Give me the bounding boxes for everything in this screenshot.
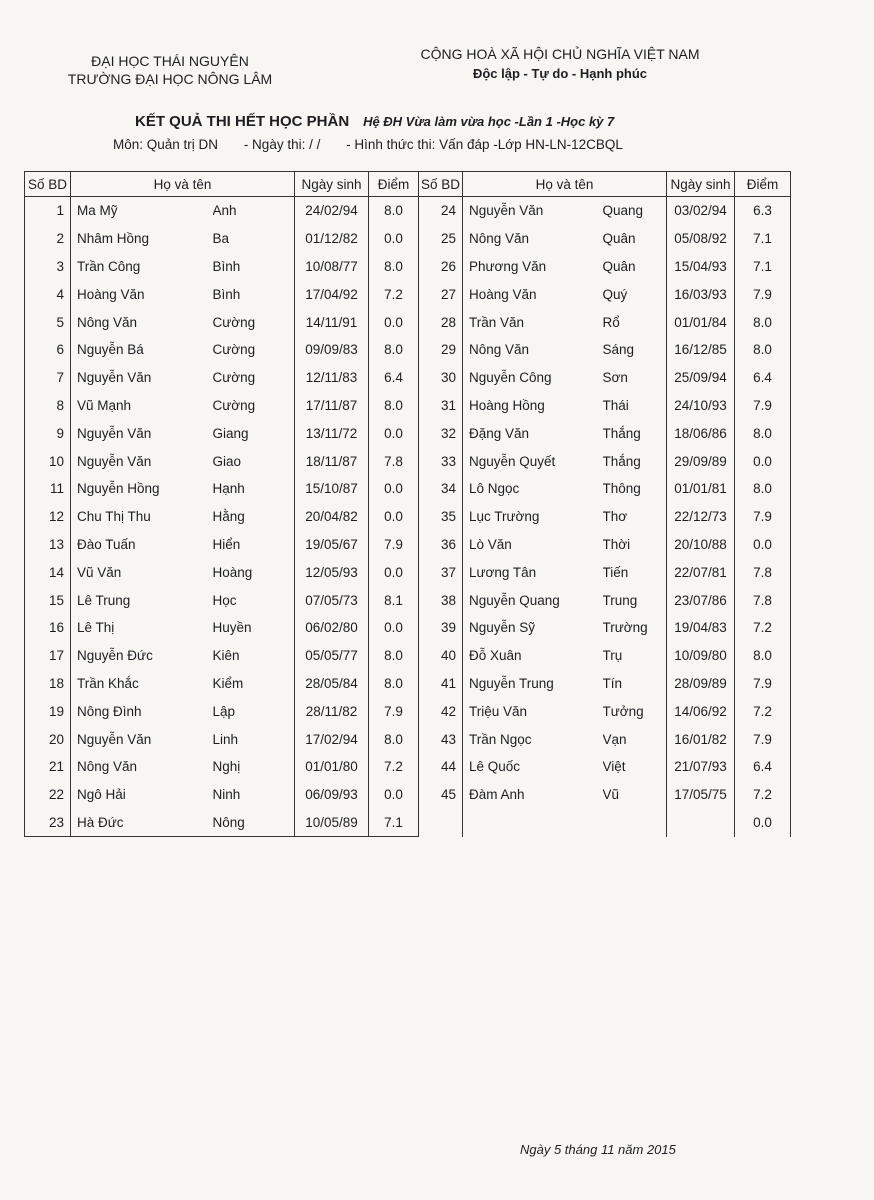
student-score: 8.0	[369, 642, 419, 670]
student-score: 6.4	[369, 364, 419, 392]
student-dob: 20/10/88	[667, 531, 735, 559]
student-first-name: Cường	[212, 314, 256, 330]
col-header-dob-2: Ngày sinh	[667, 172, 735, 197]
student-id: 31	[419, 392, 463, 420]
table-row	[25, 225, 791, 253]
student-first-name: Cường	[212, 397, 256, 413]
student-last-name: Vũ Văn	[77, 564, 122, 580]
student-id: 37	[419, 558, 463, 586]
student-id: 4	[25, 280, 71, 308]
student-id: 3	[25, 253, 71, 281]
student-score: 7.8	[735, 586, 791, 614]
student-score: 7.2	[369, 280, 419, 308]
student-score: 0.0	[735, 447, 791, 475]
student-first-name: Sơn	[602, 370, 628, 386]
student-last-name: Trần Ngọc	[469, 731, 532, 747]
student-last-name: Trần Văn	[469, 314, 525, 330]
student-id: 2	[25, 225, 71, 253]
student-id: 35	[419, 503, 463, 531]
student-id: 28	[419, 308, 463, 336]
student-score: 0.0	[369, 781, 419, 809]
table-row	[25, 392, 791, 420]
table-row	[25, 503, 791, 531]
student-dob: 22/12/73	[667, 503, 735, 531]
student-id: 43	[419, 725, 463, 753]
student-first-name: Sáng	[602, 342, 635, 358]
table-row	[25, 336, 791, 364]
student-last-name: Triệu Văn	[469, 703, 528, 719]
student-last-name: Lò Văn	[469, 536, 512, 552]
student-dob: 17/04/92	[295, 280, 369, 308]
table-row	[25, 753, 791, 781]
student-last-name: Nguyễn Đức	[77, 648, 153, 664]
col-header-name: Họ và tên	[71, 172, 295, 197]
student-first-name: Hiển	[212, 536, 241, 552]
student-dob: 23/07/86	[667, 586, 735, 614]
student-score: 8.0	[369, 670, 419, 698]
student-last-name: Nguyễn Văn	[77, 370, 152, 386]
student-last-name: Trần Khắc	[77, 675, 139, 691]
student-last-name: Nông Văn	[469, 342, 530, 358]
issuer-block	[45, 52, 295, 88]
student-id: 20	[25, 725, 71, 753]
student-dob: 01/01/84	[667, 308, 735, 336]
student-id: 11	[25, 475, 71, 503]
student-score: 7.9	[735, 280, 791, 308]
student-last-name: Lương Tân	[469, 564, 537, 580]
student-last-name: Ma Mỹ	[77, 203, 118, 219]
student-last-name: Hoàng Văn	[469, 286, 537, 302]
student-first-name: Thời	[602, 536, 631, 552]
student-id: 30	[419, 364, 463, 392]
student-dob: 06/02/80	[295, 614, 369, 642]
student-id: 9	[25, 419, 71, 447]
col-header-score-2: Điểm	[735, 172, 791, 197]
student-last-name: Vũ Mạnh	[77, 397, 132, 413]
student-score: 8.0	[735, 419, 791, 447]
exam-info	[113, 137, 645, 152]
student-score: 0.0	[369, 475, 419, 503]
student-last-name: Nguyễn Bá	[77, 342, 144, 358]
table-row	[25, 531, 791, 559]
student-id: 5	[25, 308, 71, 336]
student-last-name: Trần Công	[77, 258, 141, 274]
table-row	[25, 670, 791, 698]
student-first-name: Huyền	[212, 620, 252, 636]
student-first-name: Thông	[602, 481, 641, 497]
student-dob: 05/08/92	[667, 225, 735, 253]
student-score: 7.8	[735, 558, 791, 586]
student-dob: 24/02/94	[295, 197, 369, 225]
student-first-name: Vạn	[602, 731, 627, 747]
student-id: 39	[419, 614, 463, 642]
student-last-name: Đỗ Xuân	[469, 648, 522, 664]
student-dob: 21/07/93	[667, 753, 735, 781]
student-first-name: Ba	[212, 231, 230, 247]
student-id: 10	[25, 447, 71, 475]
student-last-name: Nguyễn Hồng	[77, 481, 160, 497]
student-score: 0.0	[369, 503, 419, 531]
student-last-name: Hà Đức	[71, 809, 213, 837]
student-dob: 01/12/82	[295, 225, 369, 253]
student-first-name: Vũ	[602, 787, 620, 803]
student-first-name: Anh	[212, 203, 237, 219]
student-dob: 28/05/84	[295, 670, 369, 698]
student-id: 36	[419, 531, 463, 559]
student-id: 8	[25, 392, 71, 420]
table-row	[25, 725, 791, 753]
student-id: 7	[25, 364, 71, 392]
student-first-name: Hằng	[212, 509, 245, 525]
student-dob: 25/09/94	[667, 364, 735, 392]
student-id: 19	[25, 697, 71, 725]
table-row	[25, 253, 791, 281]
student-score: 6.4	[735, 364, 791, 392]
student-first-name: Lập	[212, 703, 236, 719]
student-dob: 17/11/87	[295, 392, 369, 420]
student-first-name: Việt	[602, 759, 626, 775]
student-score: 7.2	[735, 614, 791, 642]
student-dob: 16/03/93	[667, 280, 735, 308]
student-first-name: Trụ	[602, 648, 623, 664]
student-score: 7.2	[735, 697, 791, 725]
table-row	[25, 642, 791, 670]
table-row	[25, 614, 791, 642]
student-id: 25	[419, 225, 463, 253]
title-sub: Hệ ĐH Vừa làm vừa học -Lần 1 -Học kỳ 7	[363, 114, 615, 129]
student-id: 6	[25, 336, 71, 364]
student-id: 38	[419, 586, 463, 614]
subject-label: Môn: Quản trị DN	[113, 137, 219, 152]
student-dob: 13/11/72	[295, 419, 369, 447]
student-score: 8.0	[735, 336, 791, 364]
student-dob: 22/07/81	[667, 558, 735, 586]
table-row	[25, 447, 791, 475]
student-score: 8.0	[735, 308, 791, 336]
student-score: 0.0	[369, 614, 419, 642]
student-last-name: Nguyễn Văn	[77, 425, 152, 441]
student-first-name: Cường	[212, 342, 256, 358]
student-dob: 16/12/85	[667, 336, 735, 364]
student-score: 7.9	[369, 697, 419, 725]
student-score: 8.0	[735, 475, 791, 503]
student-score: 0.0	[735, 809, 791, 837]
student-score: 7.9	[735, 670, 791, 698]
student-first-name: Học	[212, 592, 237, 608]
table-row	[25, 364, 791, 392]
student-dob: 17/02/94	[295, 725, 369, 753]
student-score: 7.1	[369, 809, 419, 837]
student-first-name: Tưởng	[602, 703, 644, 719]
student-dob: 15/10/87	[295, 475, 369, 503]
col-header-name-2: Họ và tên	[463, 172, 667, 197]
student-first-name: Hoàng	[212, 564, 253, 580]
student-first-name: Nghị	[212, 759, 241, 775]
student-id	[419, 809, 463, 837]
student-dob: 06/09/93	[295, 781, 369, 809]
student-last-name: Nông Văn	[469, 231, 530, 247]
student-first-name: Giang	[212, 425, 249, 441]
student-score: 7.2	[369, 753, 419, 781]
student-score: 0.0	[369, 225, 419, 253]
student-first-name	[603, 809, 667, 837]
student-last-name: Nguyễn Quang	[469, 592, 560, 608]
student-last-name: Nguyễn Quyết	[469, 453, 556, 469]
student-dob: 09/09/83	[295, 336, 369, 364]
student-score: 8.0	[369, 392, 419, 420]
student-first-name: Hạnh	[212, 481, 245, 497]
student-last-name: Nguyễn Trung	[469, 675, 554, 691]
university-name: ĐẠI HỌC THÁI NGUYÊN	[91, 53, 249, 69]
signing-date: Ngày 5 tháng 11 năm 2015	[520, 1142, 676, 1157]
student-dob: 01/01/81	[667, 475, 735, 503]
student-last-name: Nguyễn Sỹ	[469, 620, 536, 636]
col-header-id-2: Số BD	[419, 172, 463, 197]
student-last-name: Nguyễn Công	[469, 370, 552, 386]
student-last-name: Lê Trung	[77, 592, 131, 608]
student-last-name: Nhâm Hồng	[77, 231, 150, 247]
student-score: 8.0	[369, 336, 419, 364]
student-score: 7.2	[735, 781, 791, 809]
student-first-name: Quý	[602, 286, 628, 302]
student-dob: 16/01/82	[667, 725, 735, 753]
student-first-name: Trường	[602, 620, 648, 636]
title-main: KẾT QUẢ THI HẾT HỌC PHẦN	[135, 113, 350, 130]
student-last-name: Lê Thị	[77, 620, 115, 636]
student-score: 7.9	[735, 725, 791, 753]
table-row	[25, 586, 791, 614]
student-id: 24	[419, 197, 463, 225]
student-last-name: Ngô Hải	[77, 787, 126, 803]
table-header-row	[25, 172, 791, 197]
student-dob: 03/02/94	[667, 197, 735, 225]
col-header-id: Số BD	[25, 172, 71, 197]
student-id: 18	[25, 670, 71, 698]
student-dob: 01/01/80	[295, 753, 369, 781]
col-header-dob: Ngày sinh	[295, 172, 369, 197]
student-first-name: Thái	[602, 397, 629, 413]
student-first-name: Nông	[213, 809, 295, 837]
student-first-name: Cường	[212, 370, 256, 386]
student-id: 1	[25, 197, 71, 225]
table-row	[25, 781, 791, 809]
student-last-name: Nguyễn Văn	[77, 731, 152, 747]
country-name: CỘNG HOÀ XÃ HỘI CHỦ NGHĨA VIỆT NAM	[420, 46, 700, 62]
student-first-name: Rổ	[602, 314, 620, 330]
student-id: 14	[25, 558, 71, 586]
student-id: 13	[25, 531, 71, 559]
student-dob: 05/05/77	[295, 642, 369, 670]
student-first-name: Thắng	[602, 425, 641, 441]
student-score: 0.0	[735, 531, 791, 559]
exam-form-label: - Hình thức thi: Vấn đáp -Lớp HN-LN-12CBQL	[346, 137, 623, 152]
student-dob: 28/11/82	[295, 697, 369, 725]
student-first-name: Thắng	[602, 453, 641, 469]
student-dob: 17/05/75	[667, 781, 735, 809]
student-first-name: Quân	[602, 231, 636, 247]
student-dob: 18/06/86	[667, 419, 735, 447]
student-score: 7.1	[735, 253, 791, 281]
student-id: 27	[419, 280, 463, 308]
table-row	[25, 697, 791, 725]
student-score: 6.4	[735, 753, 791, 781]
student-first-name: Bình	[212, 258, 241, 274]
student-last-name: Nông Văn	[77, 759, 138, 775]
student-last-name: Chu Thị Thu	[77, 509, 151, 525]
student-first-name: Bình	[212, 286, 241, 302]
student-dob: 07/05/73	[295, 586, 369, 614]
student-id: 41	[419, 670, 463, 698]
student-last-name	[463, 809, 603, 837]
student-first-name: Tiến	[602, 564, 629, 580]
table-row	[25, 558, 791, 586]
student-last-name: Đàm Anh	[469, 787, 525, 803]
student-dob: 10/05/89	[295, 809, 369, 837]
student-score: 8.1	[369, 586, 419, 614]
student-dob: 14/11/91	[295, 308, 369, 336]
student-id: 17	[25, 642, 71, 670]
student-id: 34	[419, 475, 463, 503]
national-header	[395, 44, 725, 84]
national-motto: Độc lập - Tự do - Hạnh phúc	[472, 66, 648, 81]
student-last-name: Hoàng Hồng	[469, 397, 545, 413]
student-id: 23	[25, 809, 71, 837]
table-row	[25, 475, 791, 503]
student-last-name: Nông Đình	[77, 703, 142, 719]
student-last-name: Phương Văn	[469, 258, 547, 274]
table-row	[25, 197, 791, 225]
student-score: 0.0	[369, 419, 419, 447]
student-first-name: Thơ	[602, 509, 628, 525]
student-last-name: Đào Tuấn	[77, 536, 136, 552]
student-id: 12	[25, 503, 71, 531]
student-last-name: Lục Trường	[469, 509, 540, 525]
student-dob: 12/05/93	[295, 558, 369, 586]
student-first-name: Trung	[602, 592, 638, 608]
student-score: 8.0	[735, 642, 791, 670]
table-row	[25, 809, 791, 837]
student-id: 32	[419, 419, 463, 447]
student-score: 8.0	[369, 253, 419, 281]
student-id: 22	[25, 781, 71, 809]
student-first-name: Kiểm	[212, 675, 244, 691]
student-dob: 19/04/83	[667, 614, 735, 642]
student-id: 26	[419, 253, 463, 281]
document-title	[135, 113, 835, 130]
student-last-name: Đặng Văn	[469, 425, 530, 441]
student-first-name: Quân	[602, 258, 636, 274]
student-last-name: Lê Quốc	[469, 759, 521, 775]
student-id: 45	[419, 781, 463, 809]
student-first-name: Tín	[602, 675, 623, 691]
table-row	[25, 308, 791, 336]
student-first-name: Quang	[602, 203, 644, 219]
student-score: 7.9	[735, 392, 791, 420]
col-header-score: Điểm	[369, 172, 419, 197]
student-score: 7.1	[735, 225, 791, 253]
student-last-name: Lô Ngọc	[469, 481, 520, 497]
student-id: 44	[419, 753, 463, 781]
student-score: 8.0	[369, 197, 419, 225]
student-dob: 20/04/82	[295, 503, 369, 531]
student-id: 15	[25, 586, 71, 614]
student-first-name: Giao	[212, 453, 242, 469]
student-last-name: Nguyễn Văn	[469, 203, 544, 219]
student-first-name: Linh	[212, 731, 239, 747]
student-score: 7.8	[369, 447, 419, 475]
student-dob: 28/09/89	[667, 670, 735, 698]
student-score: 6.3	[735, 197, 791, 225]
student-id: 16	[25, 614, 71, 642]
student-first-name: Ninh	[212, 787, 241, 803]
student-dob: 12/11/83	[295, 364, 369, 392]
student-dob: 29/09/89	[667, 447, 735, 475]
student-dob: 24/10/93	[667, 392, 735, 420]
student-id: 40	[419, 642, 463, 670]
exam-date-label: - Ngày thi: / /	[243, 137, 321, 152]
student-last-name: Nông Văn	[77, 314, 138, 330]
student-id: 29	[419, 336, 463, 364]
school-name: TRƯỜNG ĐẠI HỌC NÔNG LÂM	[67, 71, 273, 87]
table-row	[25, 280, 791, 308]
table-row	[25, 419, 791, 447]
student-dob: 14/06/92	[667, 697, 735, 725]
student-dob: 18/11/87	[295, 447, 369, 475]
student-score: 7.9	[735, 503, 791, 531]
student-id: 33	[419, 447, 463, 475]
student-dob: 10/08/77	[295, 253, 369, 281]
student-dob: 15/04/93	[667, 253, 735, 281]
student-last-name: Nguyễn Văn	[77, 453, 152, 469]
student-score: 0.0	[369, 308, 419, 336]
student-dob: 10/09/80	[667, 642, 735, 670]
student-dob: 19/05/67	[295, 531, 369, 559]
student-id: 21	[25, 753, 71, 781]
student-last-name: Hoàng Văn	[77, 286, 145, 302]
results-table	[24, 171, 791, 837]
student-id: 42	[419, 697, 463, 725]
student-score: 8.0	[369, 725, 419, 753]
student-first-name: Kiên	[212, 648, 240, 664]
student-score: 7.9	[369, 531, 419, 559]
student-dob	[667, 809, 735, 837]
student-score: 0.0	[369, 558, 419, 586]
